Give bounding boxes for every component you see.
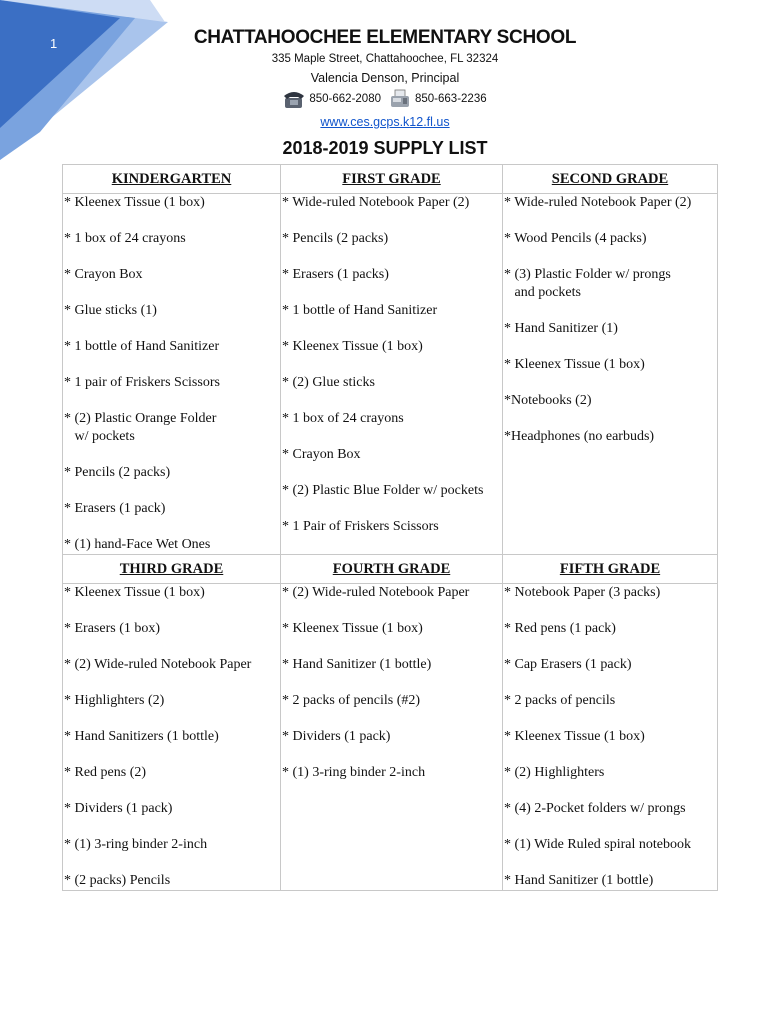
list-item: * Pencils (2 packs) bbox=[282, 231, 389, 246]
list-item: * (3) Plastic Folder w/ prongs and pockets bbox=[504, 267, 671, 300]
list-item: * Pencils (2 packs) bbox=[64, 465, 171, 480]
grade-heading: FOURTH GRADE bbox=[281, 555, 503, 584]
list-item: * 2 packs of pencils bbox=[504, 693, 616, 708]
list-item: * Crayon Box bbox=[64, 267, 143, 282]
list-item: * Dividers (1 pack) bbox=[282, 729, 391, 744]
list-item: * Kleenex Tissue (1 box) bbox=[282, 621, 423, 636]
list-item: * (1) 3-ring binder 2-inch bbox=[64, 837, 208, 852]
first-grade-list bbox=[281, 194, 503, 555]
fax-number: 850-663-2236 bbox=[415, 93, 487, 105]
list-item: * Highlighters (2) bbox=[64, 693, 165, 708]
list-item: * Crayon Box bbox=[282, 447, 361, 462]
list-item: * Hand Sanitizers (1 bottle) bbox=[64, 729, 219, 744]
grade-heading: KINDERGARTEN bbox=[63, 165, 281, 194]
list-item: *Notebooks (2) bbox=[504, 393, 592, 408]
list-item: * Kleenex Tissue (1 box) bbox=[504, 729, 645, 744]
list-item: * Erasers (1 pack) bbox=[64, 501, 166, 516]
third-grade-list bbox=[63, 584, 281, 891]
list-item: * 2 packs of pencils (#2) bbox=[282, 693, 421, 708]
list-item: * (2) Glue sticks bbox=[282, 375, 375, 390]
kindergarten-list bbox=[63, 194, 281, 555]
list-item: * Kleenex Tissue (1 box) bbox=[282, 339, 423, 354]
list-item: * 1 box of 24 crayons bbox=[282, 411, 404, 426]
list-item: * Hand Sanitizer (1 bottle) bbox=[504, 873, 654, 888]
school-address: 335 Maple Street, Chattahoochee, FL 32324 bbox=[271, 53, 499, 65]
list-item: * 1 box of 24 crayons bbox=[64, 231, 186, 246]
list-item: * 1 bottle of Hand Sanitizer bbox=[64, 339, 220, 354]
list-item: * Notebook Paper (3 packs) bbox=[504, 585, 661, 600]
list-item: * Kleenex Tissue (1 box) bbox=[64, 585, 205, 600]
grade-header-row bbox=[63, 165, 718, 194]
principal-name: Valencia Denson, Principal bbox=[310, 71, 460, 85]
grade-header-row bbox=[63, 555, 718, 584]
list-item: * (2) Highlighters bbox=[504, 765, 605, 780]
letterhead bbox=[0, 26, 770, 131]
list-item: * (2) Plastic Blue Folder w/ pockets bbox=[282, 483, 484, 498]
list-item: * Kleenex Tissue (1 box) bbox=[64, 195, 205, 210]
list-item: * (2) Wide-ruled Notebook Paper bbox=[282, 585, 470, 600]
list-item: * 1 pair of Friskers Scissors bbox=[64, 375, 220, 390]
grade-heading: SECOND GRADE bbox=[503, 165, 718, 194]
fax-machine-icon bbox=[389, 89, 411, 109]
list-item: * Glue sticks (1) bbox=[64, 303, 157, 318]
supply-table bbox=[62, 164, 718, 891]
second-grade-list bbox=[503, 194, 718, 555]
list-item: * Hand Sanitizer (1 bottle) bbox=[282, 657, 432, 672]
grade-heading: FIRST GRADE bbox=[281, 165, 503, 194]
website-link[interactable]: www.ces.gcps.k12.fl.us bbox=[320, 115, 450, 129]
list-item: * (1) 3-ring binder 2-inch bbox=[282, 765, 426, 780]
list-item: * (1) Wide Ruled spiral notebook bbox=[504, 837, 691, 852]
list-item: *Headphones (no earbuds) bbox=[504, 429, 655, 444]
list-item: * (2) Wide-ruled Notebook Paper bbox=[64, 657, 252, 672]
page-number: 1 bbox=[50, 36, 58, 51]
contact-row bbox=[0, 89, 770, 109]
list-item: * Wood Pencils (4 packs) bbox=[504, 231, 647, 246]
list-item: * Erasers (1 packs) bbox=[282, 267, 389, 282]
list-item: * 1 Pair of Friskers Scissors bbox=[282, 519, 439, 534]
telephone-icon bbox=[283, 89, 305, 109]
list-item: * (1) hand-Face Wet Ones bbox=[64, 537, 211, 552]
list-item: * Hand Sanitizer (1) bbox=[504, 321, 618, 336]
school-name: CHATTAHOOCHEE ELEMENTARY SCHOOL bbox=[193, 27, 577, 48]
supply-row bbox=[63, 584, 718, 891]
list-item: * Kleenex Tissue (1 box) bbox=[504, 357, 645, 372]
fourth-grade-list bbox=[281, 584, 503, 891]
list-item: * Cap Erasers (1 pack) bbox=[504, 657, 632, 672]
list-item: * Dividers (1 pack) bbox=[64, 801, 173, 816]
supply-row bbox=[63, 194, 718, 555]
grade-heading: THIRD GRADE bbox=[63, 555, 281, 584]
list-item: * (2 packs) Pencils bbox=[64, 873, 171, 888]
list-item: * Wide-ruled Notebook Paper (2) bbox=[282, 195, 470, 210]
grade-heading: FIFTH GRADE bbox=[503, 555, 718, 584]
fifth-grade-list bbox=[503, 584, 718, 891]
list-item: * Erasers (1 box) bbox=[64, 621, 161, 636]
list-item: * (2) Plastic Orange Folder w/ pockets bbox=[64, 411, 217, 444]
list-item: * Red pens (1 pack) bbox=[504, 621, 616, 636]
list-item: * 1 bottle of Hand Sanitizer bbox=[282, 303, 438, 318]
list-item: * Wide-ruled Notebook Paper (2) bbox=[504, 195, 692, 210]
list-item: * Red pens (2) bbox=[64, 765, 147, 780]
phone-number: 850-662-2080 bbox=[309, 93, 381, 105]
supply-list-title: 2018-2019 SUPPLY LIST bbox=[282, 138, 488, 158]
list-item: * (4) 2-Pocket folders w/ prongs bbox=[504, 801, 686, 816]
